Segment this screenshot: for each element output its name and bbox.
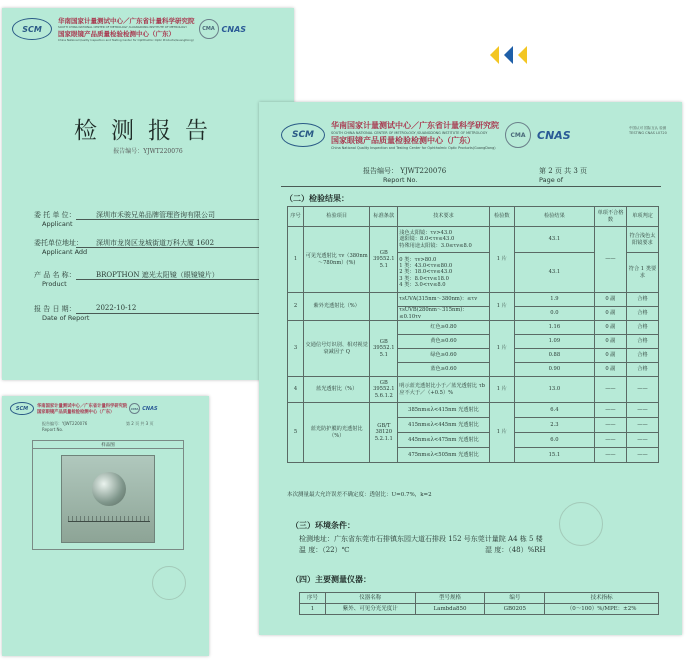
- measurement-note: 本次测量最大允许误差不确定度：透射比：U=0.7%，k=2: [287, 492, 432, 498]
- results-section-title: （二）检验结果：: [285, 193, 349, 203]
- page-number: 第 2 页 共 3 页: [539, 167, 588, 175]
- report-number: 报告编号：YJWT220076: [42, 421, 88, 426]
- test-results-page: [259, 102, 682, 635]
- cell-clause: GB 39552.1 5.6.1.2: [370, 377, 398, 403]
- cell-fail: ——: [594, 403, 626, 418]
- cell-requirement: τsUVB(280nm～315nm)：≤0.10τv: [398, 307, 489, 321]
- cell-verdict: ——: [626, 448, 658, 463]
- cell-verdict: ——: [626, 377, 658, 403]
- table-header-row: [288, 207, 659, 227]
- instrument-section-title: （四）主要测量仪器：: [291, 574, 371, 584]
- field-value: BROPTHON 遮光太阳镜（眼镜镜片）: [96, 271, 219, 279]
- cell-verdict: ——: [626, 433, 658, 448]
- cell-clause: GB 39552.1 5.1: [370, 227, 398, 293]
- cell-verdict: 合格: [626, 335, 658, 349]
- cell-count: 1 片: [489, 377, 514, 403]
- cell-result: 0.88: [514, 349, 594, 363]
- env-humidity: 湿 度：（48）%RH: [485, 546, 546, 554]
- scm-logo: SCM: [10, 402, 34, 415]
- ruler-image: [68, 516, 150, 522]
- cell-no: 5: [288, 403, 304, 463]
- cell-verdict: 合格: [626, 321, 658, 335]
- cma-badge: CMA: [199, 19, 219, 39]
- watermark-seal: [152, 566, 186, 600]
- cell: 紫外、可见分光光度计: [325, 604, 415, 615]
- cell-verdict: 符合 1 类要求: [626, 253, 658, 293]
- table-row: [288, 293, 659, 307]
- lens-image: [92, 472, 126, 506]
- cell-fail: ——: [594, 433, 626, 448]
- page-header: [10, 402, 158, 415]
- cell-item: 蓝光防护膜的光透射比（%）: [304, 403, 370, 463]
- page-number: 第 2 页 共 3 页: [126, 421, 154, 426]
- dept-name-en: China National Quality Inspection and Testing Center for Ophthalmic Optic Products(GuangDong): [58, 38, 194, 42]
- cell-fail: 0 副: [594, 349, 626, 363]
- cell-result: 43.1: [514, 253, 594, 293]
- cell-verdict: ——: [626, 418, 658, 433]
- field-label-en: Date of Report: [42, 314, 90, 322]
- cma-badge: CMA: [505, 122, 531, 148]
- env-location: 检测地址：广东省东莞市石排镇东园大道石排段 152 号东莞计量院 A4 栋 5 楼: [299, 535, 543, 543]
- cell-item: 可见光透射比 τv（380nm～780nm）(%): [304, 227, 370, 293]
- cell-count: 1 片: [489, 227, 514, 293]
- env-temperature: 温 度：（22）℃: [299, 546, 350, 554]
- field-label: 委托单位地址：: [34, 239, 83, 247]
- cell-requirement: 红色≥0.80: [398, 321, 489, 335]
- cell-verdict: 符合浅色太阳镜要求: [626, 227, 658, 253]
- cell-verdict: 合格: [626, 293, 658, 307]
- field-label: 产 品 名 称：: [34, 271, 76, 279]
- cell-fail: ——: [594, 227, 626, 293]
- cell-verdict: 合格: [626, 363, 658, 377]
- cell-result: 1.09: [514, 335, 594, 349]
- cell-fail: ——: [594, 418, 626, 433]
- dept-name-cn: 国家眼镜产品质量检验检测中心（广东）: [58, 30, 175, 38]
- cell-no: 2: [288, 293, 304, 321]
- cell-no: 4: [288, 377, 304, 403]
- center-name-cn: 华南国家计量测试中心／广东省计量科学研究院: [37, 403, 128, 409]
- cell-clause: GB 39552.1 5.1: [370, 321, 398, 377]
- col-header: 序号: [300, 593, 326, 604]
- cell-item: 蓝光透射比（%）: [304, 377, 370, 403]
- col-header: 序号: [288, 207, 304, 227]
- page-number-en: Page of: [539, 176, 564, 184]
- col-header: 型号规格: [415, 593, 485, 604]
- col-header: 技术指标: [545, 593, 659, 604]
- field-label-en: Applicant Add: [42, 248, 88, 256]
- col-header: 编号: [485, 593, 545, 604]
- cell-requirement: 415nm≤λ<445nm 光透射比: [398, 418, 489, 433]
- cell-result: 6.0: [514, 433, 594, 448]
- photo-caption: 样品图: [33, 442, 183, 449]
- table-row: [288, 227, 659, 253]
- cell-item: 交通信号灯识别、相对视觉衰减因子 Q: [304, 321, 370, 377]
- cell-no: 1: [288, 227, 304, 293]
- report-number: 报告编号： YJWT220076: [363, 167, 447, 175]
- center-name-cn: 华南国家计量测试中心／广东省计量科学研究院: [331, 120, 499, 130]
- cell-result: 43.1: [514, 227, 594, 253]
- col-header: 仪器名称: [325, 593, 415, 604]
- cell-result: 13.0: [514, 377, 594, 403]
- cell-requirement: 黄色≥0.60: [398, 335, 489, 349]
- col-header: 检验数: [489, 207, 514, 227]
- dept-name-cn: 国家眼镜产品质量检验检测中心（广东）: [37, 409, 115, 415]
- col-header: 单项判定: [626, 207, 658, 227]
- cell-result: 2.3: [514, 418, 594, 433]
- sample-photo: [61, 455, 155, 543]
- cell-result: 1.9: [514, 293, 594, 307]
- col-header: 标准条款: [370, 207, 398, 227]
- field-value: 2022-10-12: [96, 304, 137, 312]
- cell-fail: 0 副: [594, 321, 626, 335]
- cell-result: 0.0: [514, 307, 594, 321]
- dept-name-cn: 国家眼镜产品质量检验检测中心（广东）: [331, 135, 475, 145]
- cell-verdict: 合格: [626, 307, 658, 321]
- field-label-en: Applicant: [42, 220, 73, 228]
- field-label: 报 告 日 期：: [34, 305, 76, 313]
- cell-requirement: 蓝色≥0.60: [398, 363, 489, 377]
- cell-requirement: 475nm≤λ<505nm 光透射比: [398, 448, 489, 463]
- cnas-logo: CNAS: [221, 24, 247, 34]
- cell-result: 0.90: [514, 363, 594, 377]
- field-value: 深圳市禾骏兄弟品牌管理咨询有限公司: [96, 211, 215, 219]
- arrow-left-yellow-icon: [490, 46, 499, 64]
- cell-count: 1 片: [489, 293, 514, 321]
- center-name-en: SOUTH CHINA NATIONAL CENTER OF METROLOGY /GUANGDONG INSTITUTE OF METROLOGY: [331, 131, 488, 135]
- cell-result: 15.1: [514, 448, 594, 463]
- cell-requirement: τsUVA(315nm～380nm)：≤τv: [398, 293, 489, 307]
- cell-clause: [370, 293, 398, 321]
- cell-no: 3: [288, 321, 304, 377]
- arrow-left-blue-icon: [504, 46, 513, 64]
- cell-requirement: 浅色太阳镜：τv>43.0 遮阳镜：8.0<τv≤43.0 特殊用途太阳镜：3.0≤τv≤8.0: [398, 227, 489, 253]
- table-row: [288, 403, 659, 418]
- results-table: [287, 206, 659, 463]
- env-section-title: （三）环境条件：: [291, 520, 355, 530]
- report-number: 报告编号：YJWT220076: [113, 148, 183, 155]
- cell-item: 紫外光透射比（%）: [304, 293, 370, 321]
- sample-photo-page: [2, 396, 209, 656]
- watermark-seal: [559, 502, 603, 546]
- cell-clause: GB/T 38120 5.2.1.1: [370, 403, 398, 463]
- col-header: 技术要求: [398, 207, 489, 227]
- cell-fail: 0 副: [594, 363, 626, 377]
- report-cover-page: [2, 8, 294, 380]
- col-header: 单项不合格数: [594, 207, 626, 227]
- cell-fail: 0 副: [594, 293, 626, 307]
- cell: （0～100）%/MPE：±2%: [545, 604, 659, 615]
- report-number-en: Report No.: [383, 176, 418, 184]
- cnas-logo: CNAS: [142, 405, 158, 412]
- col-header: 检验项目: [304, 207, 370, 227]
- report-number-en: Report No.: [42, 427, 64, 432]
- sample-photo-frame: [32, 440, 184, 550]
- table-row: [288, 321, 659, 335]
- cell-count: 1 片: [489, 321, 514, 377]
- table-header-row: [300, 593, 659, 604]
- cell: 1: [300, 604, 326, 615]
- table-row: [300, 604, 659, 615]
- instrument-table: [299, 592, 659, 615]
- cell-verdict: ——: [626, 403, 658, 418]
- carousel-arrows[interactable]: [488, 44, 538, 66]
- report-title: 检测报告: [74, 118, 222, 144]
- cell-fail: ——: [594, 448, 626, 463]
- field-label-en: Product: [42, 280, 67, 288]
- cell: GB0205: [485, 604, 545, 615]
- cell-requirement: 445nm≤λ<475nm 光透射比: [398, 433, 489, 448]
- cnas-subtitle: 中国认可 国际互认 检测 TESTING CNAS L0720: [629, 126, 667, 135]
- cell-fail: 0 副: [594, 335, 626, 349]
- dept-name-en: China National Quality Inspection and Testing Center for Ophthalmic Optic Products(GuangDong): [331, 146, 496, 150]
- cell-requirement: 385nm≤λ<415nm 光透射比: [398, 403, 489, 418]
- page-header: [281, 120, 571, 150]
- cell-requirement: 0 类：τv>80.0 1 类：43.0<τv≤80.0 2 类：18.0<τv≤43.0 3 类：8.0<τv≤18.0 4 类：3.0<τv≤8.0: [398, 253, 489, 293]
- cma-badge: CMA: [129, 403, 140, 414]
- cell-result: 6.4: [514, 403, 594, 418]
- cell-fail: ——: [594, 377, 626, 403]
- scm-logo: SCM: [12, 18, 52, 40]
- scm-logo: SCM: [281, 123, 325, 147]
- center-name-cn: 华南国家计量测试中心／广东省计量科学研究院: [58, 17, 195, 25]
- center-name-en: SOUTH CHINA NATIONAL CENTER OF METROLOGY /GUANGDONG INSTITUTE OF METROLOGY: [58, 25, 187, 29]
- cell: Lambda850: [415, 604, 485, 615]
- page-header: [12, 16, 246, 42]
- cell-requirement: 明示蓝光透射比小于／蓝光透射比 τb 应不大于／（+0.5）%: [398, 377, 489, 403]
- header-divider: [281, 186, 661, 187]
- cell-verdict: 合格: [626, 349, 658, 363]
- cell-requirement: 绿色≥0.60: [398, 349, 489, 363]
- table-row: [288, 377, 659, 403]
- field-value: 深圳市龙岗区龙城街道万科大厦 1602: [96, 239, 215, 247]
- field-label: 委 托 单 位：: [34, 211, 76, 219]
- cell-count: 1 片: [489, 403, 514, 463]
- cnas-logo: CNAS: [537, 128, 571, 142]
- col-header: 检验结果: [514, 207, 594, 227]
- cell-fail: 0 副: [594, 307, 626, 321]
- cell-result: 1.16: [514, 321, 594, 335]
- arrow-left-yellow-icon: [518, 46, 527, 64]
